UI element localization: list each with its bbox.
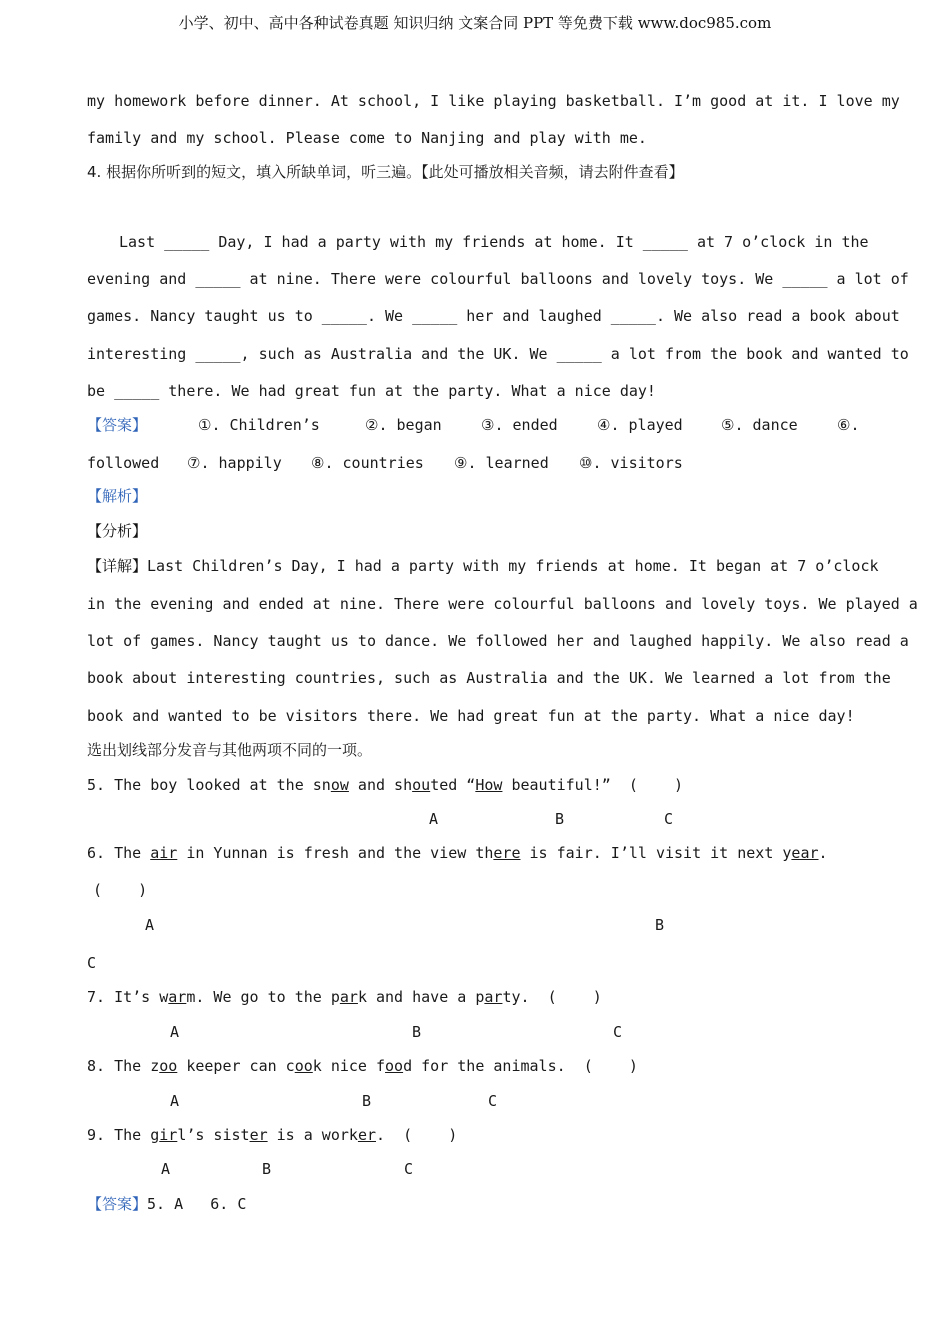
q6-underline-b: ere <box>493 844 521 862</box>
q6-answer-paren: ( ) <box>93 881 148 899</box>
q4-answer-6-num: ⑥. <box>837 416 860 434</box>
q4-answer-4: ④. played <box>597 416 683 434</box>
q4-answer-6-word: followed <box>87 454 160 472</box>
q7-underline-c: ar <box>484 988 503 1006</box>
q4-detail-text-1: Last Children’s Day, I had a party with my friends at home. It began at 7 o’clock <box>147 557 879 575</box>
q4-answer-2: ②. began <box>365 416 442 434</box>
q7-option-c: C <box>613 1023 623 1041</box>
section-title: 选出划线部分发音与其他两项不同的一项。 <box>87 741 373 759</box>
q4-detail-line-3: lot of games. Nancy taught us to dance. We followed her and laughed happily. We also read a <box>87 632 909 650</box>
q6-underline-a: air <box>150 844 178 862</box>
page-header: 小学、初中、高中各种试卷真题 知识归纳 文案合同 PPT 等免费下载 www.doc985.com <box>178 14 772 32</box>
q7-underline-b: ar <box>339 988 358 1006</box>
q4-passage-line-5: be _____ there. We had great fun at the party. What a nice day! <box>87 382 656 400</box>
q4-answer-label: 【答案】 <box>87 416 148 434</box>
intro-line-2: family and my school. Please come to Nanjing and play with me. <box>87 129 647 147</box>
q5-question: 5. The boy looked at the snow and shouted “How beautiful!” ( ) <box>87 776 684 794</box>
q6-question: 6. The air in Yunnan is fresh and the view there is fair. I’ll visit it next year. <box>87 844 828 862</box>
q6-option-b: B <box>655 916 665 934</box>
q4-answer-7: ⑦. happily <box>187 454 282 472</box>
q8-underline-b: oo <box>294 1057 313 1075</box>
q5-underline-a: ow <box>330 776 349 794</box>
q9-underline-a: ir <box>159 1126 178 1144</box>
q4-passage-line-2: evening and _____ at nine. There were colourful balloons and lovely toys. We _____ a lot of <box>87 270 909 288</box>
q8-option-b: B <box>362 1092 372 1110</box>
q8-option-c: C <box>488 1092 498 1110</box>
q9-underline-b: er <box>249 1126 268 1144</box>
q4-answer-3: ③. ended <box>481 416 558 434</box>
q8-underline-c: oo <box>385 1057 404 1075</box>
q4-detail-line-2: in the evening and ended at nine. There were colourful balloons and lovely toys. We played a <box>87 595 918 613</box>
final-answer-label: 【答案】 <box>87 1195 148 1213</box>
intro-line-1: my homework before dinner. At school, I like playing basketball. I’m good at it. I love my <box>87 92 900 110</box>
q7-option-b: B <box>412 1023 422 1041</box>
q7-underline-a: ar <box>168 988 187 1006</box>
q4-passage-line-4: interesting _____, such as Australia and the UK. We _____ a lot from the book and wanted to <box>87 345 909 363</box>
q4-detail-line-1 <box>87 556 879 576</box>
q4-fenxi-label: 【分析】 <box>87 522 148 540</box>
q4-passage-line-1: Last _____ Day, I had a party with my friends at home. It _____ at 7 o’clock in the <box>119 233 869 251</box>
q4-answer-10: ⑩. visitors <box>579 454 683 472</box>
q4-detail-line-5: book and wanted to be visitors there. We had great fun at the party. What a nice day! <box>87 707 855 725</box>
q4-answer-8: ⑧. countries <box>311 454 424 472</box>
q4-answer-1: ①. Children’s <box>198 416 320 434</box>
q8-question: 8. The zoo keeper can cook nice food for the animals. ( ) <box>87 1057 638 1075</box>
q9-option-c: C <box>404 1160 414 1178</box>
q9-question: 9. The girl’s sister is a worker. ( ) <box>87 1126 458 1144</box>
q9-option-a: A <box>161 1160 171 1178</box>
q9-option-b: B <box>262 1160 272 1178</box>
final-answer <box>87 1194 246 1214</box>
q8-underline-a: oo <box>159 1057 178 1075</box>
q6-underline-c: ear <box>791 844 819 862</box>
q4-detail-line-4: book about interesting countries, such as Australia and the UK. We learned a lot from the <box>87 669 891 687</box>
q8-option-a: A <box>170 1092 180 1110</box>
q6-option-c: C <box>87 954 97 972</box>
q4-title: 4. 根据你所听到的短文，填入所缺单词，听三遍。【此处可播放相关音频，请去附件查看】 <box>87 163 684 181</box>
q6-option-a: A <box>145 916 155 934</box>
q5-underline-c: How <box>475 776 503 794</box>
q7-question: 7. It’s warm. We go to the park and have a party. ( ) <box>87 988 602 1006</box>
q7-option-a: A <box>170 1023 180 1041</box>
q4-analysis-label: 【解析】 <box>87 487 148 505</box>
q5-underline-b: ou <box>412 776 431 794</box>
q4-passage-line-3: games. Nancy taught us to _____. We _____ her and laughed _____. We also read a book about <box>87 307 900 325</box>
q4-answer-9: ⑨. learned <box>454 454 549 472</box>
q5-option-a: A <box>429 810 439 828</box>
q5-option-c: C <box>664 810 674 828</box>
q4-answer-5: ⑤. dance <box>721 416 798 434</box>
q5-option-b: B <box>555 810 565 828</box>
q9-underline-c: er <box>357 1126 376 1144</box>
final-answer-text: 5. A 6. C <box>147 1195 247 1213</box>
q4-detail-label: 【详解】 <box>87 557 148 575</box>
